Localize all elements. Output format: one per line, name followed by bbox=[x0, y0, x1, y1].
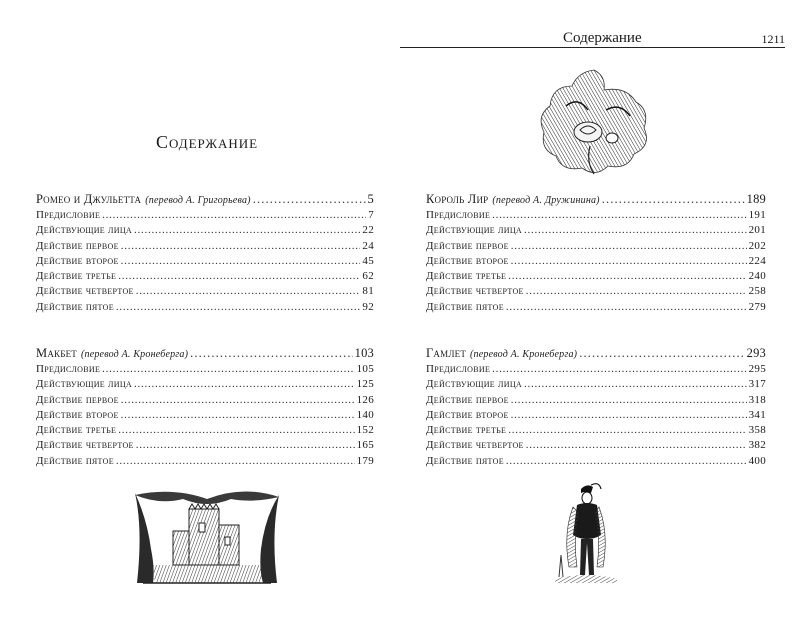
page-number: 92 bbox=[362, 300, 374, 313]
toc-entry[interactable] bbox=[36, 408, 374, 423]
play-translator: (перевод А. Кронеберга) bbox=[80, 349, 189, 360]
leader-dots bbox=[506, 454, 747, 469]
toc-entry[interactable] bbox=[36, 223, 374, 238]
toc-entry[interactable] bbox=[426, 377, 766, 392]
toc-entry[interactable] bbox=[36, 208, 374, 223]
entry-label: Действие второе bbox=[36, 254, 119, 267]
leader-dots bbox=[511, 393, 747, 408]
entry-label: Действие пятое bbox=[426, 454, 504, 467]
entry-label: Действие первое bbox=[426, 239, 509, 252]
page-number: 201 bbox=[748, 224, 766, 237]
toc-block-romeo bbox=[36, 191, 374, 315]
entry-label: Предисловие bbox=[426, 209, 491, 221]
entry-label: Действие пятое bbox=[426, 300, 504, 313]
toc-entry[interactable] bbox=[36, 269, 374, 284]
page-number: 293 bbox=[746, 346, 766, 360]
page-number: 140 bbox=[356, 408, 374, 421]
page-number: 125 bbox=[356, 378, 374, 391]
entry-label: Действие первое bbox=[36, 393, 119, 406]
entry-label: Действие первое bbox=[426, 393, 509, 406]
page-number: 295 bbox=[748, 363, 766, 375]
entry-label: Действие второе bbox=[36, 408, 119, 421]
entry-label: Действие первое bbox=[36, 239, 119, 252]
toc-entry[interactable] bbox=[36, 254, 374, 269]
entry-label: Действие третье bbox=[36, 424, 117, 437]
page-number: 126 bbox=[356, 393, 374, 406]
leader-dots bbox=[118, 269, 360, 284]
running-header bbox=[400, 30, 785, 46]
leader-dots bbox=[121, 254, 361, 269]
page-number: 22 bbox=[362, 224, 374, 237]
engraving-rose-icon bbox=[536, 66, 652, 178]
leader-dots bbox=[579, 345, 744, 362]
entry-label: Действие четвертое bbox=[36, 439, 134, 452]
toc-entry[interactable] bbox=[36, 284, 374, 299]
toc-entry[interactable] bbox=[426, 393, 766, 408]
entry-label: Действующие лица bbox=[426, 378, 523, 391]
leader-dots bbox=[508, 269, 746, 284]
page-number: 103 bbox=[354, 346, 374, 360]
page-number: 165 bbox=[356, 439, 374, 452]
engraving-castle-icon bbox=[133, 489, 281, 585]
page-number: 5 bbox=[367, 192, 374, 206]
page-number: 81 bbox=[362, 285, 374, 298]
page-number: 24 bbox=[362, 239, 374, 252]
page-number: 189 bbox=[746, 192, 766, 206]
page-number: 279 bbox=[748, 300, 766, 313]
entry-label: Действие второе bbox=[426, 408, 509, 421]
leader-dots bbox=[492, 208, 746, 223]
toc-heading: Содержание bbox=[156, 132, 259, 152]
leader-dots bbox=[602, 191, 745, 208]
running-header-title: Содержание bbox=[563, 30, 642, 46]
leader-dots bbox=[492, 362, 746, 377]
leader-dots bbox=[121, 393, 355, 408]
page-number: 258 bbox=[748, 285, 766, 298]
page-number: 105 bbox=[356, 363, 374, 375]
play-translator: (перевод А. Григорьева) bbox=[145, 195, 251, 206]
toc-entry[interactable] bbox=[426, 254, 766, 269]
entry-label: Предисловие bbox=[36, 209, 101, 221]
leader-dots bbox=[253, 191, 366, 208]
leader-dots bbox=[136, 284, 361, 299]
page-number: 202 bbox=[748, 239, 766, 252]
header-rule bbox=[400, 47, 785, 48]
page-number: 45 bbox=[362, 254, 374, 267]
toc-entry[interactable] bbox=[36, 362, 374, 377]
play-translator: (перевод А. Дружинина) bbox=[492, 195, 600, 206]
page-number: 318 bbox=[748, 393, 766, 406]
toc-entry[interactable] bbox=[36, 377, 374, 392]
toc-play-heading[interactable] bbox=[426, 345, 766, 362]
toc-entry[interactable] bbox=[426, 239, 766, 254]
toc-entry[interactable] bbox=[36, 393, 374, 408]
page-number: 400 bbox=[748, 454, 766, 467]
entry-label: Действие четвертое bbox=[426, 439, 524, 452]
leader-dots bbox=[511, 408, 747, 423]
leader-dots bbox=[524, 223, 747, 238]
leader-dots bbox=[121, 239, 361, 254]
toc-entry[interactable] bbox=[426, 300, 766, 315]
leader-dots bbox=[118, 423, 354, 438]
play-title: Король Лир bbox=[426, 192, 489, 206]
leader-dots bbox=[136, 438, 355, 453]
leader-dots bbox=[190, 345, 352, 362]
leader-dots bbox=[121, 408, 355, 423]
leader-dots bbox=[102, 208, 366, 223]
entry-label: Предисловие bbox=[36, 363, 101, 375]
entry-label: Действие пятое bbox=[36, 300, 114, 313]
toc-entry[interactable] bbox=[426, 408, 766, 423]
play-title: Макбет bbox=[36, 346, 77, 360]
entry-label: Действие третье bbox=[426, 424, 507, 437]
leader-dots bbox=[506, 300, 747, 315]
entry-label: Действие четвертое bbox=[426, 285, 524, 298]
toc-block-hamlet bbox=[426, 345, 766, 469]
leader-dots bbox=[508, 423, 746, 438]
leader-dots bbox=[134, 377, 355, 392]
leader-dots bbox=[511, 239, 747, 254]
leader-dots bbox=[116, 300, 360, 315]
page-number: 191 bbox=[748, 209, 766, 221]
leader-dots bbox=[526, 438, 747, 453]
toc-entry[interactable] bbox=[426, 208, 766, 223]
leader-dots bbox=[524, 377, 747, 392]
toc-play-heading[interactable] bbox=[36, 191, 374, 208]
page-number: 358 bbox=[748, 424, 766, 437]
leader-dots bbox=[116, 454, 355, 469]
entry-label: Действие третье bbox=[36, 270, 117, 283]
toc-entry[interactable] bbox=[426, 438, 766, 453]
entry-label: Действующие лица bbox=[36, 224, 133, 237]
page-number: 179 bbox=[356, 454, 374, 467]
running-header-page-number: 1211 bbox=[761, 32, 785, 46]
page-number: 317 bbox=[748, 378, 766, 391]
toc-entry[interactable] bbox=[36, 423, 374, 438]
page-number: 7 bbox=[368, 209, 374, 221]
toc-entry[interactable] bbox=[426, 423, 766, 438]
toc-entry[interactable] bbox=[36, 438, 374, 453]
leader-dots bbox=[134, 223, 360, 238]
entry-label: Действие пятое bbox=[36, 454, 114, 467]
page-number: 152 bbox=[356, 424, 374, 437]
toc-entry[interactable] bbox=[426, 284, 766, 299]
play-translator: (перевод А. Кронеберга) bbox=[470, 349, 578, 360]
toc-block-lear bbox=[426, 191, 766, 315]
toc-entry[interactable] bbox=[426, 454, 766, 469]
entry-label: Предисловие bbox=[426, 363, 491, 375]
toc-play-heading[interactable] bbox=[36, 345, 374, 362]
toc-entry[interactable] bbox=[426, 223, 766, 238]
toc-entry[interactable] bbox=[426, 362, 766, 377]
toc-entry[interactable] bbox=[36, 454, 374, 469]
toc-block-macbeth bbox=[36, 345, 374, 469]
toc-play-heading[interactable] bbox=[426, 191, 766, 208]
entry-label: Действие четвертое bbox=[36, 285, 134, 298]
leader-dots bbox=[102, 362, 354, 377]
entry-label: Действие второе bbox=[426, 254, 509, 267]
page-number: 341 bbox=[748, 408, 766, 421]
entry-label: Действующие лица bbox=[36, 378, 133, 391]
play-title: Гамлет bbox=[426, 346, 467, 360]
toc-entry[interactable] bbox=[36, 239, 374, 254]
page-number: 240 bbox=[748, 270, 766, 283]
toc-entry[interactable] bbox=[426, 269, 766, 284]
leader-dots bbox=[526, 284, 747, 299]
entry-label: Действующие лица bbox=[426, 224, 523, 237]
play-title: Ромео и Джульетта bbox=[36, 192, 142, 206]
entry-label: Действие третье bbox=[426, 270, 507, 283]
page-number: 224 bbox=[748, 254, 766, 267]
page-number: 62 bbox=[362, 270, 374, 283]
page-number: 382 bbox=[748, 439, 766, 452]
leader-dots bbox=[511, 254, 747, 269]
engraving-hamlet-figure-icon bbox=[551, 483, 621, 583]
toc-entry[interactable] bbox=[36, 300, 374, 315]
